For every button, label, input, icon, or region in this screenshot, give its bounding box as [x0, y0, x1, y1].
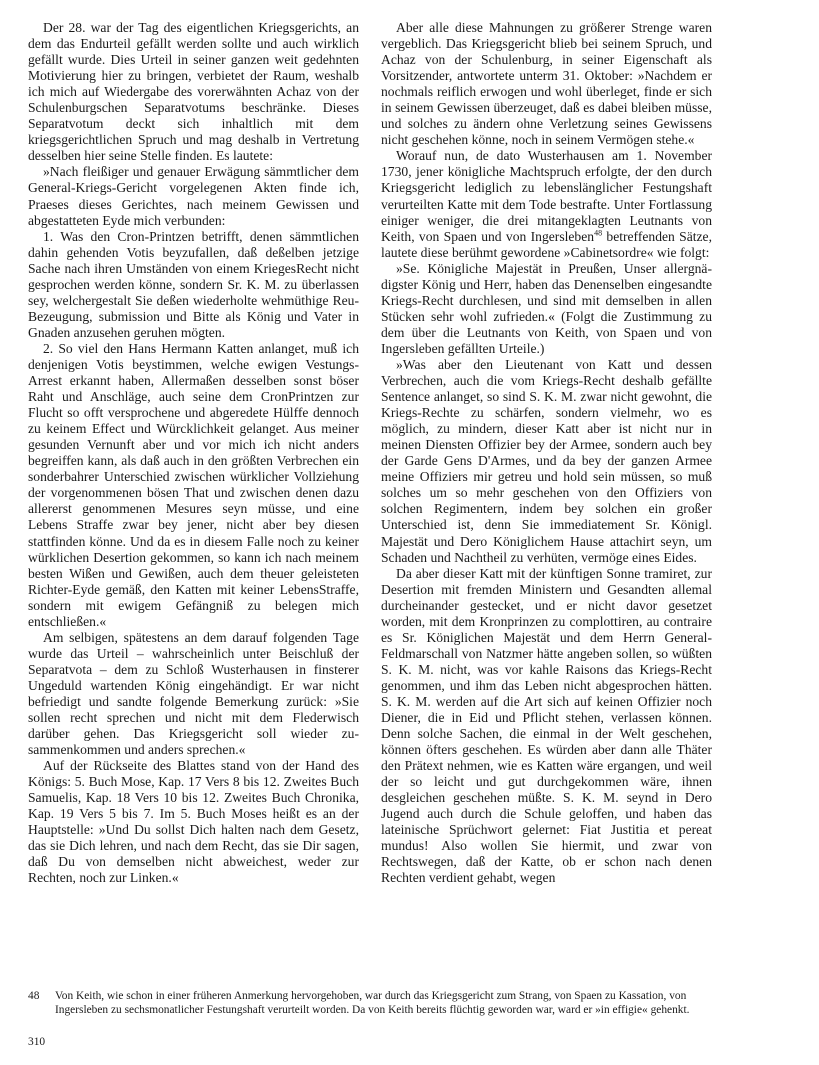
- footnote-text: Von Keith, wie schon in einer früheren Anmerkung hervorgehoben, war durch das Kriegsgericht zum Strang, von Spaen zu Kassation, von Ingersleben zu sechsmonatlicher Festungshaft verurteilt worden. Da von Keith bereits flüchtig geworden war, ward er »in effigie« gehenkt.: [55, 990, 690, 1017]
- paragraph: Da aber dieser Katt mit der künftigen Sonne tramiret, zur Desertion mit fremden Ministern und Gesandten allemal durcheinander gestecket, und er nicht davor gesetzet worden, mit dem Kronprinzen zu complottiren, au contraire es Sr. Königlichen Majestät und dem Herrn General-Feldmarschall von Natzmer hätte angeben sollen, so wüßten S. K. M. nicht, was vor kahle Raisons das Kriegs-Recht genommen, und ihm das Leben nicht abgesprochen hätten. S. K. M. werden auf die Art sich auf keinen Offizier noch Diener, die in Eid und Pflicht stehen, verlassen können. Denn solche Sachen, die einmal in der Welt geschehen, können öfters geschehen. Es würden aber dann alle Thäter den Prätext nehmen, wie es Katten wäre ergangen, und weil der so leicht und gut durchgekommen wäre, ihnen desgleichen geschehen müßte. S. K. M. seynd in Dero Jugend auch durch die Schule geloffen, und haben das lateinische Sprüchwort gelernet: Fiat Justitia et pereat mundus! Also wollen Sie hiermit, und zwar von Rechtswegen, daß der Katte, ob er schon nach denen Rechten verdient gehabt, wegen: [381, 565, 712, 886]
- right-column: [381, 20, 712, 887]
- page-number: 310: [28, 1036, 46, 1048]
- footnote-reference: 48: [594, 228, 603, 238]
- paragraph: 2. So viel den Hans Hermann Katten anlanget, muß ich denjenigen Votis beystimmen, welche ewigen Vestungs-Arrest erkannt haben, Allermaßen desselben sonst böser Raht und Anschläge, auch seine dem CronPrintzen zur Flucht so offt versprochene und abgeredete Hülffe dennoch zu keinem Effect und Würcklichkeit gelanget. Aus meiner gesunden Vernunft aber und vor mich ich nicht anders begreiffen kann, als daß auch in den größten Verbrechen ein sonderbahrer Unterschied zwischen würklicher Vollziehung der vorgenommenen bösen That und zwischen denen dazu allererst genommenen Mesures seyn müsse, und eine Lebens Straffe zwar bey jener, nicht aber bey diesen stattfinden könne. Und da es in diesem Falle noch zu keiner würklichen Desertion gekommen, so kann ich nach meinem besten Wißen und Gewißen, auch dem theuer geleisteten Richter-Eyde gemäß, den Katten mit keiner LebensStraffe, sondern mit ewigem Gefängniß zu belegen mich entschließen.«: [28, 340, 359, 629]
- paragraph-text: betreffenden Sätze, lautete diese berühmt gewordene »Cabinetsordre« wie folgt:: [381, 228, 712, 260]
- paragraph: Der 28. war der Tag des eigentlichen Kriegsgerichts, an dem das Endurteil gefällt werden sollte und auch wirklich gefällt wurde. Dies Urteil in seiner ganzen weit gedehnten Motivierung hier zu bringen, verbietet der Raum, weshalb ich mich auf Wiedergabe des vorerwähnten Achaz von der Schulenburgschen Separatvotums beschränke. Dieses Separatvotum deckt sich inhaltlich mit dem kriegsgerichtlichen Spruch und mag deshalb in Vertretung desselben hier seine Stelle finden. Es lautete:: [28, 20, 359, 164]
- paragraph: Am selbigen, spätestens an dem darauf folgenden Tage wurde das Urteil – wahrscheinlich unter Beischluß der Separatvota – dem zu Schloß Wusterhausen in finsterer Ungeduld wartenden König eingehändigt. Er war nicht befriedigt und sandte folgende Bemerkung zurück: »Sie sollen recht sprechen und nicht mit dem Flederwisch darüber gehen. Das Kriegsgericht soll wieder zusammenkommen und anders sprechen.«: [28, 629, 359, 758]
- paragraph: »Nach fleißiger und genauer Erwägung sämmtlicher dem General-Kriegs-Gericht vorgelegenen Akten finde ich, Praeses dieses Gerichtes, nach meinem Gewissen und abgestatteten Eyde mich verbunden:: [28, 164, 359, 228]
- paragraph: 1. Was den Cron-Printzen betrifft, denen sämmtlichen dahin gehenden Votis beyzufallen, daß deßelben jetzige Sache nach ihren Umständen von einem KriegesRecht nicht gesprochen werden könne, sondern Sr. K. M. zu überlassen sey, welchergestalt Sie deßen wiederholte wehmüthige Reu-Bezeugung, submission und Bitte als König und Vater in Gnaden anzusehen geruhen mögten.: [28, 228, 359, 340]
- paragraph-text: Worauf nun, de dato Wusterhausen am 1. November 1730, jener königliche Machtspruch erfolgte, der den durch Kriegsgericht lediglich zu lebenslänglicher Festungshaft verurteilten Katte mit dem Tode bestrafte. Unter Fortlassung einiger weniger, die drei mitangeklagten Leutnants von Keith, von Spaen und von Ingersleben: [381, 148, 712, 244]
- paragraph: »Se. Königliche Majestät in Preußen, Unser allergnädigster König und Herr, haben das Denenselben eingesandte Kriegs-Recht durchlesen, und sind mit demselben in allen Stücken sehr wohl zufrieden.« (Folgt die Zustimmung zu dem über die Leutnants von Keith, von Spaen und von Ingersleben gefällten Urteile.): [381, 260, 712, 356]
- left-column: [28, 20, 359, 887]
- footnote-number: 48: [28, 990, 40, 1002]
- paragraph: Auf der Rückseite des Blattes stand von der Hand des Königs: 5. Buch Mose, Kap. 17 Vers 8 bis 12. Zweites Buch Samuelis, Kap. 18 Vers 10 bis 12. Zweites Buch Chronika, Kap. 19 Vers 5 bis 7. Im 5. Buch Moses heißt es an der Hauptstelle: »Und Du sollst Dich halten nach dem Gesetz, das sie Dich lehren, und nach dem Recht, das sie Dir sagen, daß Du von demselben nicht abweichest, weder zur Rechten, noch zur Linken.«: [28, 758, 359, 886]
- footnote: [28, 989, 714, 1018]
- paragraph: Aber alle diese Mahnungen zu größerer Strenge waren vergeblich. Das Kriegsgericht blieb bei seinem Spruch, und Achaz von der Schulenburg, in seiner Eigenschaft als Vorsitzender, antwortete unterm 31. Oktober: »Nachdem er nochmals reiflich erwogen und wohl überleget, finde er sich in seinem Gewissen überzeuget, daß es dabei bleiben müsse, und solches zu ändern ohne Verletzung seines Gewissens nicht geschehen könne, noch in seinem Vermögen stehe.«: [381, 20, 712, 148]
- paragraph-with-footnote-ref: [381, 148, 712, 260]
- paragraph: »Was aber den Lieutenant von Katt und dessen Verbrechen, auch die vom Kriegs-Recht deshalb gefällte Sentence anlanget, so sind S. K. M. zwar nicht gewohnt, die Kriegs-Rechte zu schärfen, sondern vielmehr, wo es möglich, zu mindern, dieser Katt aber ist nicht nur in meinen Diensten Offizier bey der Armee, sondern auch bey der Garde Gens D'Armes, und da bey der ganzen Armee meine Offiziers mir getreu und hold sein müssen, so muß solches um so mehr geschehen von den Offiziers von solchen Regimentern, indem bey solchen ein großer Unterschied ist, denn Sie immediatement Sr. Königl. Majestät und Dero Königlichem Hause attachirt seyn, um Schaden und Nachtheil zu verhüten, vermöge eines Eides.: [381, 356, 712, 565]
